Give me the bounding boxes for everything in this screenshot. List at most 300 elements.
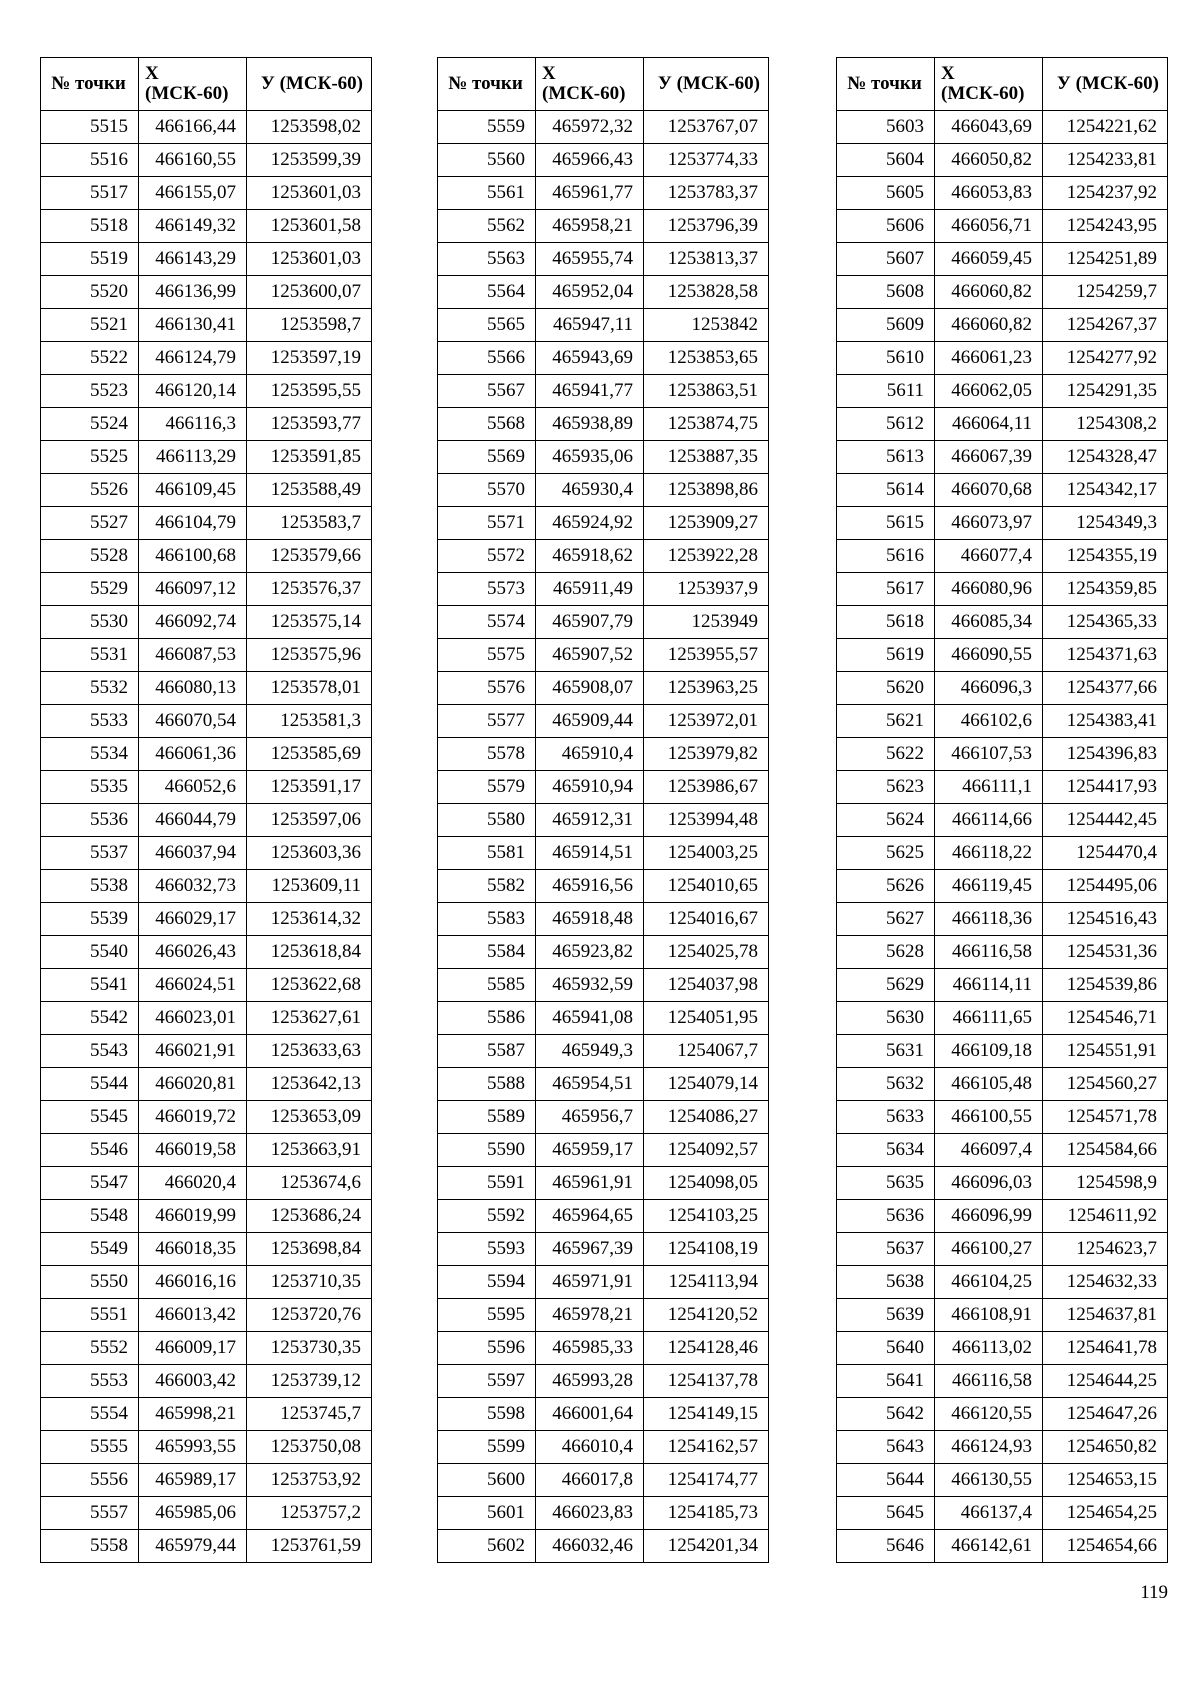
x-coordinate-cell: 466109,45 — [139, 474, 247, 507]
point-number-cell: 5523 — [41, 375, 139, 408]
y-coordinate-cell: 1254571,78 — [1043, 1101, 1168, 1134]
x-coordinate-cell: 466118,36 — [935, 903, 1043, 936]
point-number-cell: 5555 — [41, 1431, 139, 1464]
table-row — [837, 210, 1168, 243]
table-row — [41, 1266, 372, 1299]
point-number-cell: 5618 — [837, 606, 935, 639]
table-row — [837, 1332, 1168, 1365]
table-header-row — [41, 58, 372, 111]
x-coordinate-cell: 466019,72 — [139, 1101, 247, 1134]
x-coordinate-cell: 466032,73 — [139, 870, 247, 903]
table-row — [41, 1002, 372, 1035]
y-coordinate-cell: 1253600,07 — [247, 276, 372, 309]
x-coordinate-cell: 465943,69 — [536, 342, 644, 375]
point-number-cell: 5527 — [41, 507, 139, 540]
point-number-cell: 5570 — [438, 474, 536, 507]
x-coordinate-cell: 466119,45 — [935, 870, 1043, 903]
x-coordinate-cell: 466016,16 — [139, 1266, 247, 1299]
x-coordinate-cell: 466070,68 — [935, 474, 1043, 507]
y-coordinate-cell: 1254291,35 — [1043, 375, 1168, 408]
y-coordinate-cell: 1253642,13 — [247, 1068, 372, 1101]
y-coordinate-cell: 1253633,63 — [247, 1035, 372, 1068]
x-coordinate-cell: 466130,41 — [139, 309, 247, 342]
x-coordinate-cell: 465935,06 — [536, 441, 644, 474]
table-row — [41, 969, 372, 1002]
point-number-cell: 5588 — [438, 1068, 536, 1101]
x-coordinate-cell: 466023,01 — [139, 1002, 247, 1035]
y-coordinate-cell: 1254654,25 — [1043, 1497, 1168, 1530]
point-number-cell: 5554 — [41, 1398, 139, 1431]
y-coordinate-cell: 1253979,82 — [644, 738, 769, 771]
table-row — [438, 1332, 769, 1365]
table-row — [41, 1497, 372, 1530]
y-coordinate-cell: 1253922,28 — [644, 540, 769, 573]
y-coordinate-cell: 1254470,4 — [1043, 837, 1168, 870]
y-coordinate-cell: 1254010,65 — [644, 870, 769, 903]
point-number-cell: 5613 — [837, 441, 935, 474]
y-coordinate-cell: 1254108,19 — [644, 1233, 769, 1266]
table-row — [837, 1398, 1168, 1431]
point-number-cell: 5530 — [41, 606, 139, 639]
point-number-cell: 5574 — [438, 606, 536, 639]
point-number-cell: 5520 — [41, 276, 139, 309]
point-number-cell: 5582 — [438, 870, 536, 903]
x-coordinate-cell: 466053,83 — [935, 177, 1043, 210]
point-number-cell: 5536 — [41, 804, 139, 837]
x-coordinate-cell: 466021,91 — [139, 1035, 247, 1068]
table-row — [41, 936, 372, 969]
table-row — [837, 738, 1168, 771]
table-row — [438, 507, 769, 540]
point-number-cell: 5524 — [41, 408, 139, 441]
x-coordinate-cell: 465910,4 — [536, 738, 644, 771]
y-coordinate-cell: 1254623,7 — [1043, 1233, 1168, 1266]
point-number-cell: 5533 — [41, 705, 139, 738]
point-number-cell: 5592 — [438, 1200, 536, 1233]
table-row — [438, 804, 769, 837]
point-number-cell: 5576 — [438, 672, 536, 705]
x-coordinate-cell: 466105,48 — [935, 1068, 1043, 1101]
table-row — [41, 606, 372, 639]
x-coordinate-cell: 466060,82 — [935, 276, 1043, 309]
y-coordinate-cell: 1254328,47 — [1043, 441, 1168, 474]
y-coordinate-cell: 1253887,35 — [644, 441, 769, 474]
table-row — [41, 837, 372, 870]
table-row — [438, 1068, 769, 1101]
x-coordinate-cell: 465949,3 — [536, 1035, 644, 1068]
table-row — [438, 1530, 769, 1563]
y-coordinate-cell: 1253745,7 — [247, 1398, 372, 1431]
point-number-cell: 5608 — [837, 276, 935, 309]
y-coordinate-cell: 1253863,51 — [644, 375, 769, 408]
point-number-cell: 5627 — [837, 903, 935, 936]
x-coordinate-cell: 466108,91 — [935, 1299, 1043, 1332]
y-coordinate-cell: 1253653,09 — [247, 1101, 372, 1134]
x-coordinate-cell: 465961,77 — [536, 177, 644, 210]
x-coordinate-cell: 465985,06 — [139, 1497, 247, 1530]
x-coordinate-cell: 466143,29 — [139, 243, 247, 276]
x-coordinate-cell: 466166,44 — [139, 111, 247, 144]
table-row — [438, 1233, 769, 1266]
table-row — [837, 606, 1168, 639]
table-row — [438, 540, 769, 573]
x-coordinate-cell: 465961,91 — [536, 1167, 644, 1200]
point-number-cell: 5639 — [837, 1299, 935, 1332]
y-coordinate-cell: 1253622,68 — [247, 969, 372, 1002]
point-number-cell: 5537 — [41, 837, 139, 870]
y-coordinate-cell: 1253813,37 — [644, 243, 769, 276]
point-number-cell: 5561 — [438, 177, 536, 210]
point-number-cell: 5560 — [438, 144, 536, 177]
table-row — [438, 738, 769, 771]
x-coordinate-cell: 465989,17 — [139, 1464, 247, 1497]
table-row — [837, 1464, 1168, 1497]
y-coordinate-cell: 1253698,84 — [247, 1233, 372, 1266]
x-coordinate-cell: 466029,17 — [139, 903, 247, 936]
x-coordinate-cell: 465956,7 — [536, 1101, 644, 1134]
page-number: 119 — [1140, 1582, 1168, 1603]
table-row — [837, 507, 1168, 540]
point-number-cell: 5526 — [41, 474, 139, 507]
y-coordinate-cell: 1254355,19 — [1043, 540, 1168, 573]
x-coordinate-cell: 466023,83 — [536, 1497, 644, 1530]
x-coordinate-cell: 466003,42 — [139, 1365, 247, 1398]
point-number-cell: 5586 — [438, 1002, 536, 1035]
y-coordinate-cell: 1254641,78 — [1043, 1332, 1168, 1365]
x-coordinate-cell: 466001,64 — [536, 1398, 644, 1431]
table-row — [41, 1101, 372, 1134]
x-coordinate-cell: 465967,39 — [536, 1233, 644, 1266]
y-coordinate-cell: 1253578,01 — [247, 672, 372, 705]
table-row — [837, 1266, 1168, 1299]
x-coordinate-cell: 466024,51 — [139, 969, 247, 1002]
y-coordinate-cell: 1253601,58 — [247, 210, 372, 243]
table-row — [438, 969, 769, 1002]
y-coordinate-cell: 1253627,61 — [247, 1002, 372, 1035]
point-number-cell: 5624 — [837, 804, 935, 837]
table-row — [438, 1266, 769, 1299]
point-number-cell: 5604 — [837, 144, 935, 177]
y-coordinate-cell: 1254598,9 — [1043, 1167, 1168, 1200]
table-row — [438, 1035, 769, 1068]
y-coordinate-cell: 1254174,77 — [644, 1464, 769, 1497]
header-point-number: № точки — [41, 58, 139, 111]
y-coordinate-cell: 1253663,91 — [247, 1134, 372, 1167]
table-row — [438, 210, 769, 243]
y-coordinate-cell: 1254546,71 — [1043, 1002, 1168, 1035]
table-row — [438, 1200, 769, 1233]
point-number-cell: 5606 — [837, 210, 935, 243]
x-coordinate-cell: 466019,99 — [139, 1200, 247, 1233]
point-number-cell: 5634 — [837, 1134, 935, 1167]
y-coordinate-cell: 1254383,41 — [1043, 705, 1168, 738]
point-number-cell: 5642 — [837, 1398, 935, 1431]
x-coordinate-cell: 466136,99 — [139, 276, 247, 309]
point-number-cell: 5637 — [837, 1233, 935, 1266]
x-coordinate-cell: 465978,21 — [536, 1299, 644, 1332]
point-number-cell: 5541 — [41, 969, 139, 1002]
point-number-cell: 5532 — [41, 672, 139, 705]
y-coordinate-cell: 1253686,24 — [247, 1200, 372, 1233]
y-coordinate-cell: 1254654,66 — [1043, 1530, 1168, 1563]
table-row — [438, 144, 769, 177]
point-number-cell: 5607 — [837, 243, 935, 276]
x-coordinate-cell: 466052,6 — [139, 771, 247, 804]
x-coordinate-cell: 466104,25 — [935, 1266, 1043, 1299]
table-row — [837, 1002, 1168, 1035]
y-coordinate-cell: 1254025,78 — [644, 936, 769, 969]
point-number-cell: 5578 — [438, 738, 536, 771]
x-coordinate-cell: 465907,79 — [536, 606, 644, 639]
point-number-cell: 5629 — [837, 969, 935, 1002]
x-coordinate-cell: 466149,32 — [139, 210, 247, 243]
point-number-cell: 5638 — [837, 1266, 935, 1299]
point-number-cell: 5632 — [837, 1068, 935, 1101]
table-header-row — [837, 58, 1168, 111]
point-number-cell: 5552 — [41, 1332, 139, 1365]
x-coordinate-cell: 465966,43 — [536, 144, 644, 177]
y-coordinate-cell: 1254067,7 — [644, 1035, 769, 1068]
x-coordinate-cell: 466073,97 — [935, 507, 1043, 540]
x-coordinate-cell: 466043,69 — [935, 111, 1043, 144]
table-row — [837, 1365, 1168, 1398]
x-coordinate-cell: 466061,36 — [139, 738, 247, 771]
y-coordinate-cell: 1253599,39 — [247, 144, 372, 177]
table-row — [41, 1365, 372, 1398]
y-coordinate-cell: 1253898,86 — [644, 474, 769, 507]
point-number-cell: 5598 — [438, 1398, 536, 1431]
table-row — [438, 1497, 769, 1530]
table-row — [837, 1431, 1168, 1464]
x-coordinate-cell: 466107,53 — [935, 738, 1043, 771]
point-number-cell: 5550 — [41, 1266, 139, 1299]
point-number-cell: 5522 — [41, 342, 139, 375]
x-coordinate-cell: 466124,79 — [139, 342, 247, 375]
table-row — [41, 1233, 372, 1266]
table-row — [837, 243, 1168, 276]
table-row — [438, 309, 769, 342]
y-coordinate-cell: 1254531,36 — [1043, 936, 1168, 969]
point-number-cell: 5529 — [41, 573, 139, 606]
table-row — [438, 474, 769, 507]
table-row — [837, 540, 1168, 573]
y-coordinate-cell: 1254653,15 — [1043, 1464, 1168, 1497]
point-number-cell: 5580 — [438, 804, 536, 837]
y-coordinate-cell: 1253591,17 — [247, 771, 372, 804]
point-number-cell: 5558 — [41, 1530, 139, 1563]
x-coordinate-cell: 466142,61 — [935, 1530, 1043, 1563]
table-row — [41, 276, 372, 309]
table-row — [837, 870, 1168, 903]
point-number-cell: 5591 — [438, 1167, 536, 1200]
x-coordinate-cell: 466080,13 — [139, 672, 247, 705]
table-row — [41, 903, 372, 936]
table-row — [438, 1299, 769, 1332]
table-row — [837, 672, 1168, 705]
table-row — [41, 870, 372, 903]
x-coordinate-cell: 466032,46 — [536, 1530, 644, 1563]
y-coordinate-cell: 1253949 — [644, 606, 769, 639]
point-number-cell: 5547 — [41, 1167, 139, 1200]
table-row — [41, 1167, 372, 1200]
y-coordinate-cell: 1254113,94 — [644, 1266, 769, 1299]
x-coordinate-cell: 466100,68 — [139, 540, 247, 573]
y-coordinate-cell: 1254632,33 — [1043, 1266, 1168, 1299]
y-coordinate-cell: 1254584,66 — [1043, 1134, 1168, 1167]
point-number-cell: 5568 — [438, 408, 536, 441]
y-coordinate-cell: 1253937,9 — [644, 573, 769, 606]
point-number-cell: 5643 — [837, 1431, 935, 1464]
x-coordinate-cell: 465952,04 — [536, 276, 644, 309]
x-coordinate-cell: 465908,07 — [536, 672, 644, 705]
y-coordinate-cell: 1253720,76 — [247, 1299, 372, 1332]
table-row — [41, 342, 372, 375]
table-row — [438, 1431, 769, 1464]
table-row — [41, 1134, 372, 1167]
x-coordinate-cell: 466064,11 — [935, 408, 1043, 441]
point-number-cell: 5521 — [41, 309, 139, 342]
point-number-cell: 5553 — [41, 1365, 139, 1398]
point-number-cell: 5615 — [837, 507, 935, 540]
x-coordinate-cell: 466067,39 — [935, 441, 1043, 474]
coordinates-table-1 — [40, 57, 372, 1563]
x-coordinate-cell: 465932,59 — [536, 969, 644, 1002]
x-coordinate-cell: 465918,48 — [536, 903, 644, 936]
table-row — [837, 1299, 1168, 1332]
x-coordinate-cell: 466096,3 — [935, 672, 1043, 705]
table-row — [438, 573, 769, 606]
point-number-cell: 5565 — [438, 309, 536, 342]
x-coordinate-cell: 465979,44 — [139, 1530, 247, 1563]
x-coordinate-cell: 465910,94 — [536, 771, 644, 804]
table-row — [438, 1398, 769, 1431]
table-row — [438, 342, 769, 375]
y-coordinate-cell: 1254644,25 — [1043, 1365, 1168, 1398]
y-coordinate-cell: 1253986,67 — [644, 771, 769, 804]
y-coordinate-cell: 1253585,69 — [247, 738, 372, 771]
table-row — [837, 375, 1168, 408]
y-coordinate-cell: 1253874,75 — [644, 408, 769, 441]
header-x-coordinate: Х (МСК-60) — [139, 58, 247, 111]
x-coordinate-cell: 466114,11 — [935, 969, 1043, 1002]
y-coordinate-cell: 1254079,14 — [644, 1068, 769, 1101]
table-row — [438, 639, 769, 672]
table-row — [438, 243, 769, 276]
x-coordinate-cell: 466056,71 — [935, 210, 1043, 243]
y-coordinate-cell: 1253767,07 — [644, 111, 769, 144]
point-number-cell: 5518 — [41, 210, 139, 243]
x-coordinate-cell: 466061,23 — [935, 342, 1043, 375]
y-coordinate-cell: 1253601,03 — [247, 177, 372, 210]
point-number-cell: 5546 — [41, 1134, 139, 1167]
y-coordinate-cell: 1253614,32 — [247, 903, 372, 936]
point-number-cell: 5633 — [837, 1101, 935, 1134]
x-coordinate-cell: 466097,4 — [935, 1134, 1043, 1167]
point-number-cell: 5617 — [837, 573, 935, 606]
x-coordinate-cell: 466104,79 — [139, 507, 247, 540]
y-coordinate-cell: 1254243,95 — [1043, 210, 1168, 243]
table-row — [837, 1068, 1168, 1101]
x-coordinate-cell: 466085,34 — [935, 606, 1043, 639]
y-coordinate-cell: 1254037,98 — [644, 969, 769, 1002]
y-coordinate-cell: 1254637,81 — [1043, 1299, 1168, 1332]
x-coordinate-cell: 466113,29 — [139, 441, 247, 474]
point-number-cell: 5540 — [41, 936, 139, 969]
x-coordinate-cell: 466092,74 — [139, 606, 247, 639]
table-row — [41, 1200, 372, 1233]
y-coordinate-cell: 1253603,36 — [247, 837, 372, 870]
table-row — [438, 1101, 769, 1134]
y-coordinate-cell: 1254359,85 — [1043, 573, 1168, 606]
y-coordinate-cell: 1254308,2 — [1043, 408, 1168, 441]
table-row — [837, 771, 1168, 804]
x-coordinate-cell: 466116,58 — [935, 1365, 1043, 1398]
y-coordinate-cell: 1253761,59 — [247, 1530, 372, 1563]
y-coordinate-cell: 1254647,26 — [1043, 1398, 1168, 1431]
point-number-cell: 5544 — [41, 1068, 139, 1101]
point-number-cell: 5539 — [41, 903, 139, 936]
table-row — [41, 771, 372, 804]
y-coordinate-cell: 1253575,96 — [247, 639, 372, 672]
point-number-cell: 5559 — [438, 111, 536, 144]
header-point-number: № точки — [837, 58, 935, 111]
point-number-cell: 5519 — [41, 243, 139, 276]
table-row — [837, 276, 1168, 309]
table-row — [41, 705, 372, 738]
table-row — [837, 474, 1168, 507]
table-row — [837, 342, 1168, 375]
x-coordinate-cell: 466100,27 — [935, 1233, 1043, 1266]
point-number-cell: 5593 — [438, 1233, 536, 1266]
x-coordinate-cell: 465941,08 — [536, 1002, 644, 1035]
y-coordinate-cell: 1253710,35 — [247, 1266, 372, 1299]
y-coordinate-cell: 1254237,92 — [1043, 177, 1168, 210]
point-number-cell: 5549 — [41, 1233, 139, 1266]
table-row — [41, 1299, 372, 1332]
table-row — [837, 177, 1168, 210]
y-coordinate-cell: 1254086,27 — [644, 1101, 769, 1134]
point-number-cell: 5610 — [837, 342, 935, 375]
point-number-cell: 5626 — [837, 870, 935, 903]
coordinates-table-2 — [437, 57, 769, 1563]
y-coordinate-cell: 1253597,19 — [247, 342, 372, 375]
x-coordinate-cell: 466037,94 — [139, 837, 247, 870]
y-coordinate-cell: 1254417,93 — [1043, 771, 1168, 804]
point-number-cell: 5620 — [837, 672, 935, 705]
x-coordinate-cell: 465972,32 — [536, 111, 644, 144]
y-coordinate-cell: 1253774,33 — [644, 144, 769, 177]
table-header-row — [438, 58, 769, 111]
point-number-cell: 5603 — [837, 111, 935, 144]
table-row — [837, 1101, 1168, 1134]
table-row — [41, 540, 372, 573]
y-coordinate-cell: 1253595,55 — [247, 375, 372, 408]
x-coordinate-cell: 465964,65 — [536, 1200, 644, 1233]
x-coordinate-cell: 466096,03 — [935, 1167, 1043, 1200]
y-coordinate-cell: 1254495,06 — [1043, 870, 1168, 903]
table-row — [438, 1464, 769, 1497]
y-coordinate-cell: 1253757,2 — [247, 1497, 372, 1530]
table-row — [41, 804, 372, 837]
y-coordinate-cell: 1254342,17 — [1043, 474, 1168, 507]
point-number-cell: 5534 — [41, 738, 139, 771]
x-coordinate-cell: 466155,07 — [139, 177, 247, 210]
y-coordinate-cell: 1253730,35 — [247, 1332, 372, 1365]
table-row — [837, 837, 1168, 870]
x-coordinate-cell: 465958,21 — [536, 210, 644, 243]
x-coordinate-cell: 466130,55 — [935, 1464, 1043, 1497]
table-row — [41, 474, 372, 507]
